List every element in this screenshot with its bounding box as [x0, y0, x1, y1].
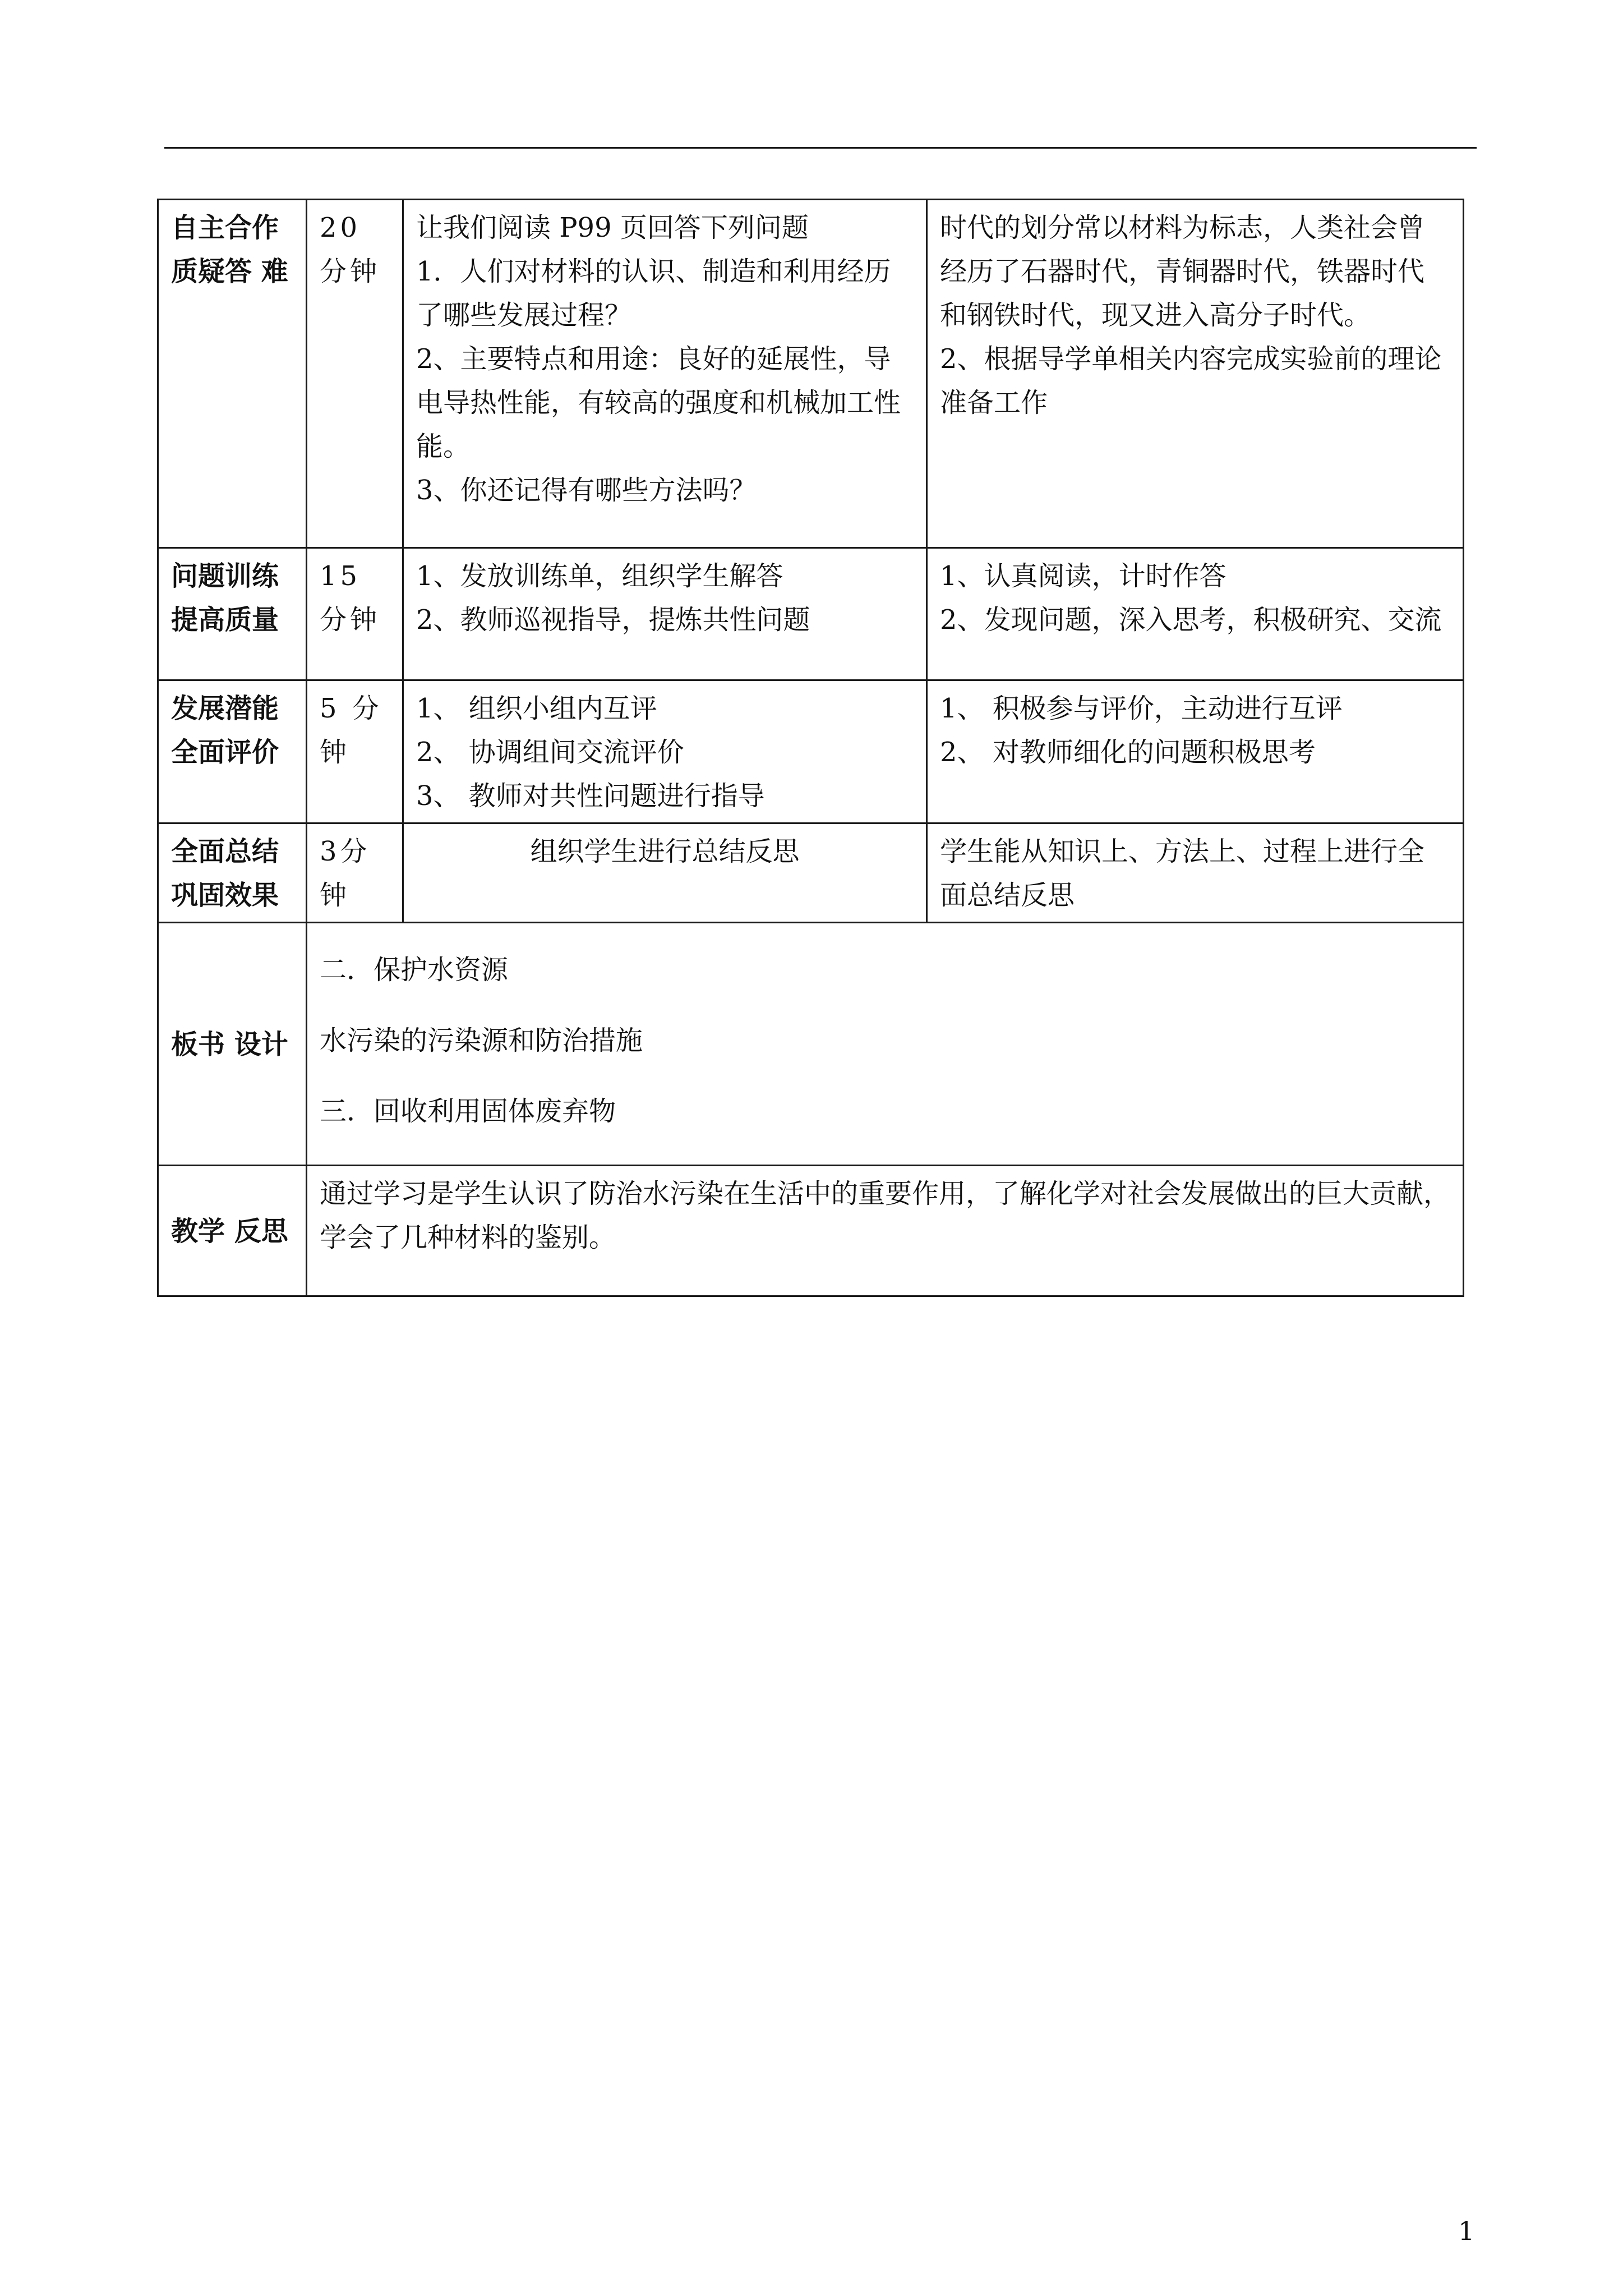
time-cell: [307, 680, 403, 823]
reflection-content: [307, 1166, 1464, 1296]
reflection-text: 通过学习是学生认识了防治水污染在生活中的重要作用，了解化学对社会发展做出的巨大贡献，学会了几种材料的鉴别。: [320, 1178, 1451, 1253]
time-text: 20 分钟: [320, 212, 381, 287]
teacher-activity-cell: [403, 200, 927, 548]
board-design-label: [158, 923, 307, 1166]
student-activity-line: 1、 积极参与评价，主动进行互评: [940, 693, 1343, 724]
teacher-activity-line: 1、发放训练单，组织学生解答: [416, 560, 783, 592]
teacher-activity-line: 让我们阅读 P99 页回答下列问题: [416, 212, 809, 243]
header-rule: [164, 147, 1477, 149]
board-line: 三．回收利用固体废弃物: [320, 1096, 616, 1127]
student-activity-cell: [927, 548, 1464, 680]
student-activity-line: 2、根据导学单相关内容完成实验前的理论准备工作: [940, 343, 1442, 418]
student-activity-cell: [927, 823, 1464, 923]
reflection-label-text: 教学 反思: [171, 1216, 288, 1247]
time-cell: [307, 823, 403, 923]
page-number: 1: [1458, 2216, 1475, 2246]
stage-label-text: 发展潜能全面评价: [171, 693, 279, 768]
teacher-activity-line: 2、 协调组间交流评价: [416, 737, 684, 768]
teacher-activity-line: 3、 教师对共性问题进行指导: [416, 780, 765, 812]
student-activity-line: 时代的划分常以材料为标志，人类社会曾经历了石器时代，青铜器时代，铁器时代和钢铁时代，现又进入高分子时代。: [940, 212, 1425, 331]
board-design-row: [158, 923, 1464, 1166]
table-row: [158, 548, 1464, 680]
teacher-activity-line: 2、主要特点和用途：良好的延展性，导电导热性能，有较高的强度和机械加工性能。: [416, 343, 901, 462]
teacher-activity-line: 1．人们对材料的认识、制造和利用经历了哪些发展过程？: [416, 256, 891, 331]
table-row: [158, 680, 1464, 823]
board-line: 水污染的污染源和防治措施: [320, 1025, 643, 1056]
student-activity-line: 学生能从知识上、方法上、过程上进行全面总结反思: [940, 836, 1425, 911]
teacher-activity-line: 2、教师巡视指导，提炼共性问题: [416, 604, 810, 636]
table-row: [158, 200, 1464, 548]
teacher-activity-cell: [403, 548, 927, 680]
stage-label-text: 自主合作 质疑答 难: [171, 212, 288, 287]
teacher-activity-cell: [403, 680, 927, 823]
stage-label: [158, 548, 307, 680]
teacher-activity-line: 组织学生进行总结反思: [530, 836, 800, 867]
time-text: 3分钟: [320, 836, 371, 911]
stage-label-text: 问题训练提高质量: [171, 560, 279, 636]
teacher-activity-line: 3、你还记得有哪些方法吗？: [416, 475, 757, 506]
reflection-row: [158, 1166, 1464, 1296]
student-activity-line: 2、发现问题，深入思考，积极研究、交流: [940, 604, 1442, 636]
reflection-label: [158, 1166, 307, 1296]
stage-label: [158, 823, 307, 923]
board-design-content: [307, 923, 1464, 1166]
stage-label: [158, 680, 307, 823]
stage-label: [158, 200, 307, 548]
table-row: [158, 823, 1464, 923]
time-cell: [307, 200, 403, 548]
time-cell: [307, 548, 403, 680]
student-activity-cell: [927, 200, 1464, 548]
teacher-activity-cell: [403, 823, 927, 923]
board-line: 二．保护水资源: [320, 954, 509, 986]
lesson-plan-table: [157, 199, 1464, 1297]
student-activity-line: 1、认真阅读，计时作答: [940, 560, 1227, 592]
time-text: 15 分钟: [320, 560, 381, 636]
student-activity-line: 2、 对教师细化的问题积极思考: [940, 737, 1316, 768]
board-design-label-text: 板书 设计: [171, 1029, 288, 1060]
time-text: 5 分钟: [320, 693, 382, 768]
stage-label-text: 全面总结巩固效果: [171, 836, 279, 911]
student-activity-cell: [927, 680, 1464, 823]
teacher-activity-line: 1、 组织小组内互评: [416, 693, 657, 724]
